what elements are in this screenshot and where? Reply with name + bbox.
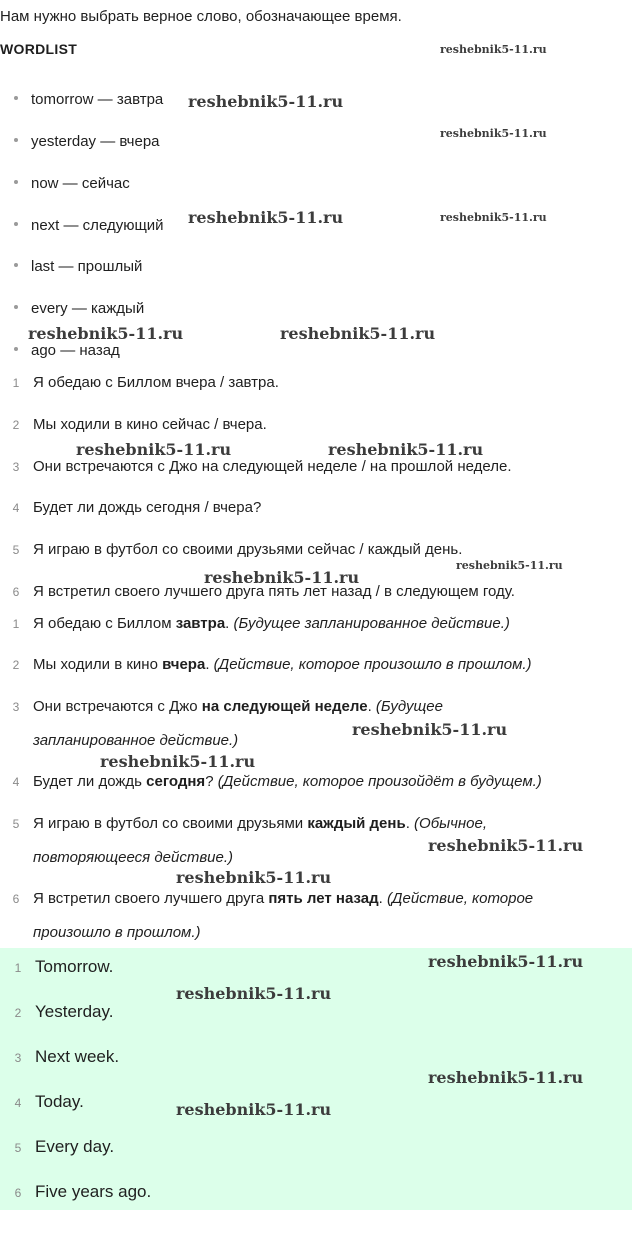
answer-item: 2 Мы ходили в кино вчера. (Действие, которое произошло в прошлом.) — [0, 648, 600, 682]
exercise-item — [0, 415, 267, 435]
wordlist-item: tomorrow — завтра — [14, 90, 163, 110]
item-number: 1 — [12, 617, 20, 631]
watermark: reshebnik5-11.ru — [188, 92, 344, 111]
item-text: Я играю в футбол со своими друзьями сейчас / каждый день. — [33, 541, 463, 558]
wordlist-item: yesterday — вчера — [14, 132, 160, 152]
watermark: reshebnik5-11.ru — [440, 211, 547, 224]
bullet-icon — [14, 138, 18, 142]
wordlist-item: now — сейчас — [14, 174, 130, 194]
item-number: 4 — [14, 1096, 22, 1110]
bullet-icon — [14, 347, 18, 351]
answer-item: 4 Будет ли дождь сегодня? (Действие, которое произойдёт в будущем.) — [0, 765, 600, 799]
item-number: 3 — [12, 460, 20, 474]
watermark: reshebnik5-11.ru — [456, 559, 563, 572]
item-number: 3 — [14, 1051, 22, 1065]
bullet-icon — [14, 305, 18, 309]
final-answer-item: 2 Yesterday. — [0, 1001, 113, 1024]
bullet-icon — [14, 263, 18, 267]
item-number: 3 — [12, 700, 20, 714]
item-number: 4 — [12, 775, 20, 789]
item-number: 1 — [14, 961, 22, 975]
item-text: Я встретил своего лучшего друга пять лет назад / в следующем году. — [33, 583, 515, 600]
item-number: 2 — [12, 658, 20, 672]
wordlist-item: ago — назад — [14, 341, 120, 361]
item-number: 5 — [12, 817, 20, 831]
wordlist-item: last — прошлый — [14, 257, 142, 277]
item-number: 6 — [12, 585, 20, 599]
watermark: reshebnik5-11.ru — [428, 952, 584, 971]
watermark: reshebnik5-11.ru — [440, 43, 547, 56]
watermark: reshebnik5-11.ru — [204, 568, 360, 587]
item-number: 5 — [12, 543, 20, 557]
watermark: reshebnik5-11.ru — [100, 752, 256, 771]
watermark: reshebnik5-11.ru — [428, 836, 584, 855]
item-text: Я обедаю с Биллом вчера / завтра. — [33, 374, 279, 391]
wordlist-item: every — каждый — [14, 299, 144, 319]
bullet-icon — [14, 180, 18, 184]
watermark: reshebnik5-11.ru — [428, 1068, 584, 1087]
exercise-item — [0, 373, 279, 393]
watermark: reshebnik5-11.ru — [176, 868, 332, 887]
watermark: reshebnik5-11.ru — [176, 1100, 332, 1119]
answer-item: 3 Они встречаются с Джо на следующей неделе. (Будущее запланированное действие.) — [0, 690, 470, 758]
answer-item: 6 Я встретил своего лучшего друга пять лет назад. (Действие, которое произошло в прошлом.) — [0, 882, 595, 950]
bullet-icon — [14, 96, 18, 100]
intro-text: Нам нужно выбрать верное слово, обозначающее время. — [0, 8, 402, 25]
exercise-item — [0, 498, 261, 518]
final-answer-item: 5 Every day. — [0, 1136, 114, 1159]
watermark: reshebnik5-11.ru — [440, 127, 547, 140]
item-number: 6 — [12, 892, 20, 906]
final-answer-item: 1 Tomorrow. — [0, 956, 113, 979]
final-answer-item: 6 Five years ago. — [0, 1181, 151, 1204]
watermark: reshebnik5-11.ru — [328, 440, 484, 459]
item-number: 5 — [14, 1141, 22, 1155]
answer-item: 5 Я играю в футбол со своими друзьями каждый день. (Обычное, повторяющееся действие.) — [0, 807, 560, 875]
item-number: 2 — [12, 418, 20, 432]
item-number: 6 — [14, 1186, 22, 1200]
watermark: reshebnik5-11.ru — [176, 984, 332, 1003]
item-text: Они встречаются с Джо на следующей неделе / на прошлой неделе. — [33, 458, 512, 475]
watermark: reshebnik5-11.ru — [352, 720, 508, 739]
answer-item: 1 Я обедаю с Биллом завтра. (Будущее запланированное действие.) — [0, 607, 600, 641]
item-number: 1 — [12, 376, 20, 390]
watermark: reshebnik5-11.ru — [280, 324, 436, 343]
watermark: reshebnik5-11.ru — [188, 208, 344, 227]
item-text: Мы ходили в кино сейчас / вчера. — [33, 416, 267, 433]
item-text: Будет ли дождь сегодня / вчера? — [33, 499, 262, 516]
exercise-item — [0, 540, 462, 560]
item-number: 2 — [14, 1006, 22, 1020]
watermark: reshebnik5-11.ru — [28, 324, 184, 343]
item-number: 4 — [12, 501, 20, 515]
exercise-item — [0, 457, 512, 477]
bullet-icon — [14, 222, 18, 226]
final-answer-item: 4 Today. — [0, 1091, 84, 1114]
wordlist-item: next — следующий — [14, 216, 164, 236]
wordlist-title: WORDLIST — [0, 41, 78, 57]
watermark: reshebnik5-11.ru — [76, 440, 232, 459]
final-answer-item: 3 Next week. — [0, 1046, 119, 1069]
